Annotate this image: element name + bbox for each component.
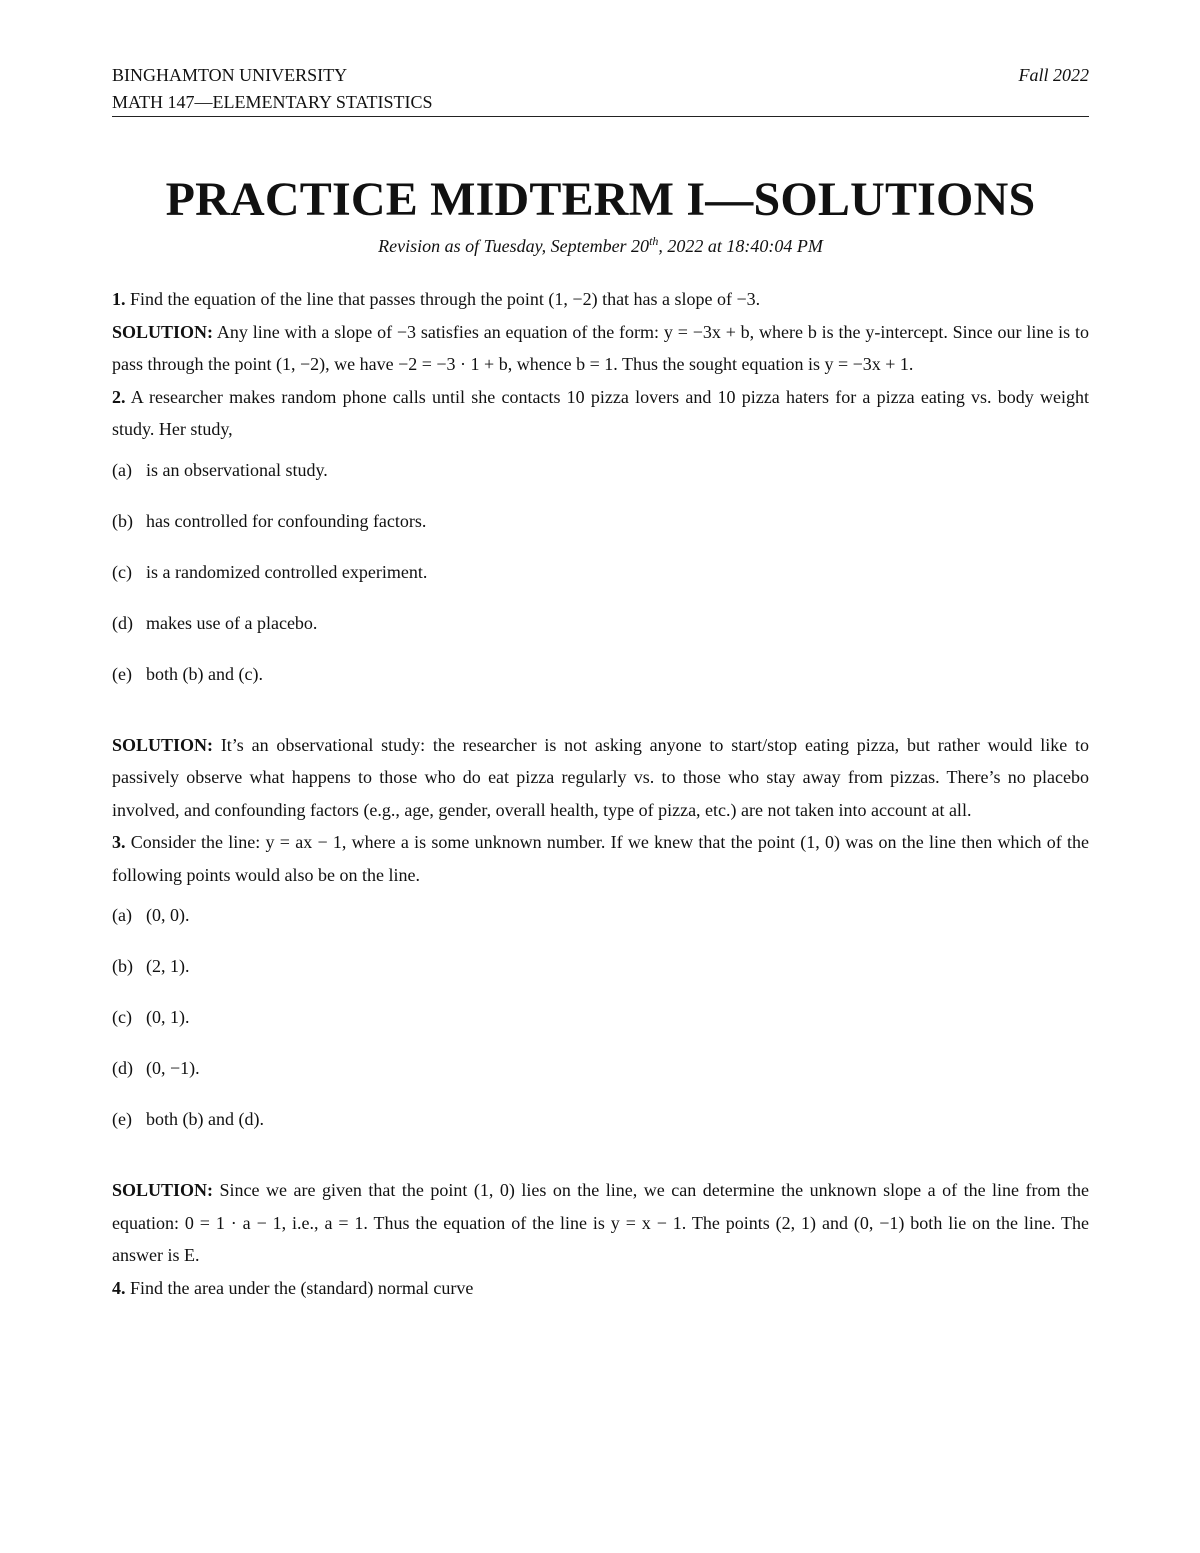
solution-1 — [112, 316, 1089, 381]
choice-label: (a) — [112, 905, 132, 925]
choice-item — [112, 1107, 1089, 1158]
page-title: PRACTICE MIDTERM I—SOLUTIONS — [165, 173, 1036, 226]
choice-label: (e) — [112, 663, 132, 684]
choices-3 — [112, 903, 1089, 1158]
revision-suffix: , 2022 at 18:40:04 PM — [658, 236, 823, 256]
solution-text: Any line with a slope of −3 satisfies an equation of the form: y = −3x + b, where b is the y-intercept. Since our line is to pass through the point (1, −2), we have −2 = −3 · 1 + b, whence b = 1. Thus the sought equation is y = −3x + 1. — [112, 321, 1090, 374]
choice-item — [112, 509, 1089, 560]
choice-text: both (b) and (c). — [146, 663, 263, 684]
choice-label: (c) — [112, 561, 132, 582]
choice-item — [112, 458, 1089, 509]
course-name: MATH 147—ELEMENTARY STATISTICS — [112, 92, 433, 112]
choice-label: (a) — [112, 459, 132, 480]
document-body — [112, 283, 1089, 1304]
question-1 — [112, 283, 1089, 316]
choice-text: (2, 1). — [146, 956, 190, 976]
choice-item — [112, 1056, 1089, 1107]
university-name: BINGHAMTON UNIVERSITY — [112, 65, 348, 85]
question-2 — [112, 381, 1089, 446]
choice-text: has controlled for confounding factors. — [146, 510, 427, 531]
solution-text: Since we are given that the point (1, 0) lies on the line, we can determine the unknown slope a of the line from the equation: 0 = 1 · a − 1, i.e., a = 1. Thus the equation of the line is y = x − 1. The points (2, 1) and (0, −1) both lie on the line. The answer is E. — [112, 1180, 1089, 1265]
choices-2 — [112, 458, 1089, 713]
choice-text: both (b) and (d). — [146, 1109, 264, 1129]
revision-prefix: Revision as of Tuesday, September 20 — [378, 236, 650, 256]
question-text: Consider the line: y = ax − 1, where a is some unknown number. If we knew that the point (1, 0) was on the line then which of the following points would also be on the line. — [112, 832, 1089, 885]
question-text: Find the equation of the line that passes through the point (1, −2) that has a slope of −3. — [130, 289, 761, 309]
choice-label: (e) — [112, 1109, 132, 1129]
question-4 — [112, 1272, 1089, 1305]
choice-item — [112, 611, 1089, 662]
choice-text: makes use of a placebo. — [146, 612, 318, 633]
choice-label: (c) — [112, 1007, 132, 1027]
question-number: 1. — [112, 289, 126, 309]
question-text: A researcher makes random phone calls until she contacts 10 pizza lovers and 10 pizza haters for a pizza eating vs. body weight study. Her study, — [112, 386, 1090, 439]
solution-text: It’s an observational study: the researcher is not asking anyone to start/stop eating pizza, but rather would like to passively observe what happens to those who do eat pizza regularly vs. to those who stay away from pizzas. There’s no placebo involved, and confounding factors (e.g., age, gender, overall health, type of pizza, etc.) are not taken into account at all. — [112, 734, 1090, 820]
choice-item — [112, 954, 1089, 1005]
choice-text: (0, 0). — [146, 905, 190, 925]
choice-label: (d) — [112, 1058, 133, 1078]
choice-item — [112, 560, 1089, 611]
revision-line — [112, 228, 1089, 259]
solution-label: SOLUTION: — [112, 734, 214, 755]
solution-2 — [112, 729, 1089, 827]
solution-3 — [112, 1174, 1089, 1272]
choice-text: is an observational study. — [146, 459, 328, 480]
choice-label: (b) — [112, 956, 133, 976]
choice-text: (0, −1). — [146, 1058, 200, 1078]
page-header — [112, 62, 1089, 116]
question-text: Find the area under the (standard) normal curve — [130, 1277, 474, 1298]
question-3 — [112, 826, 1089, 891]
solution-label: SOLUTION: — [112, 321, 214, 342]
question-number: 4. — [112, 1277, 126, 1298]
choice-item — [112, 903, 1089, 954]
choice-text: (0, 1). — [146, 1007, 190, 1027]
question-number: 2. — [112, 386, 126, 407]
question-number: 3. — [112, 832, 126, 852]
document-page — [112, 0, 1089, 1553]
solution-label: SOLUTION: — [112, 1180, 214, 1200]
revision-sup: th — [649, 234, 659, 248]
choice-text: is a randomized controlled experiment. — [146, 561, 428, 582]
header-rule — [112, 116, 1089, 117]
choice-item — [112, 662, 1089, 713]
term-label: Fall 2022 — [1018, 65, 1089, 85]
choice-label: (d) — [112, 612, 133, 633]
choice-label: (b) — [112, 510, 133, 531]
choice-item — [112, 1005, 1089, 1056]
